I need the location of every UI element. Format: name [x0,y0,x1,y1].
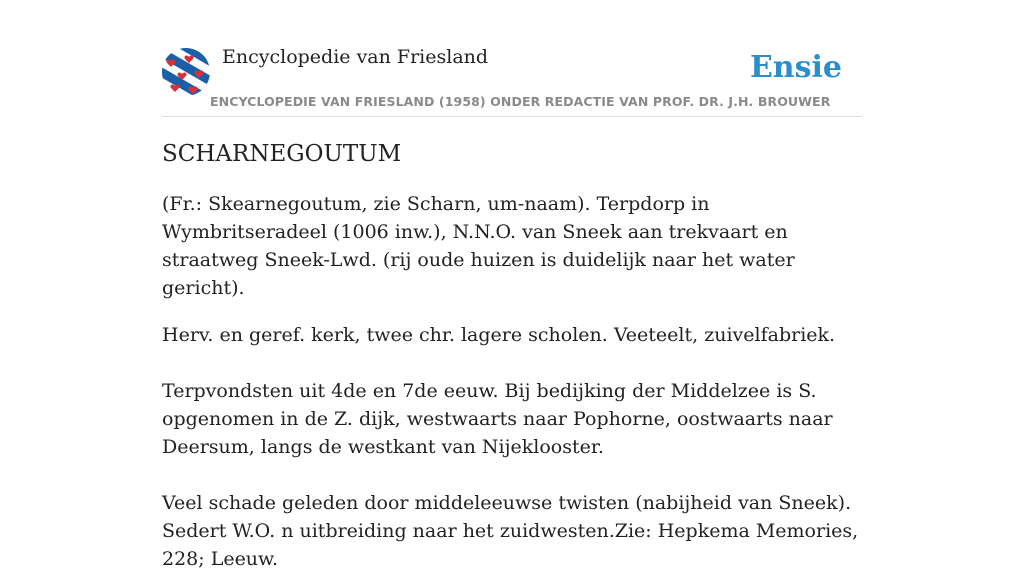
paragraph-spacer [162,461,862,489]
entry-paragraph: Terpvondsten uit 4de en 7de eeuw. Bij bedijking der Middelzee is S. opgenomen in de Z. dijk, westwaarts naar Pophorne, oostwaarts naar Deersum, langs de westkant van Nijeklooster. [162,380,833,458]
brand-logo[interactable]: Ensie [749,50,842,85]
paragraph-spacer [162,302,862,321]
paragraph-spacer [162,349,862,377]
source-title[interactable]: Encyclopedie van Friesland [222,46,489,68]
entry-paragraph: (Fr.: Skearnegoutum, zie Scharn, um-naam). Terpdorp in Wymbritseradeel (1006 inw.), N.N.O. van Sneek aan trekvaart en straatweg Sneek-Lwd. (rij oude huizen is duidelijk naar het water gericht). [162,193,795,299]
entry-content [162,138,862,573]
site-header [162,44,862,117]
entry-paragraph: Herv. en geref. kerk, twee chr. lagere scholen. Veeteelt, zuivelfabriek. [162,324,836,346]
entry-paragraph: Veel schade geleden door middeleeuwse twisten (nabijheid van Sneek). Sedert W.O. n uitbreiding naar het zuidwesten.Zie: Hepkema Memories, 228; Leeuw. [162,492,859,570]
source-subtitle: ENCYCLOPEDIE VAN FRIESLAND (1958) ONDER REDACTIE VAN PROF. DR. J.H. BROUWER [210,94,831,109]
frisian-flag-icon[interactable] [162,48,210,96]
entry-title: SCHARNEGOUTUM [162,141,402,167]
